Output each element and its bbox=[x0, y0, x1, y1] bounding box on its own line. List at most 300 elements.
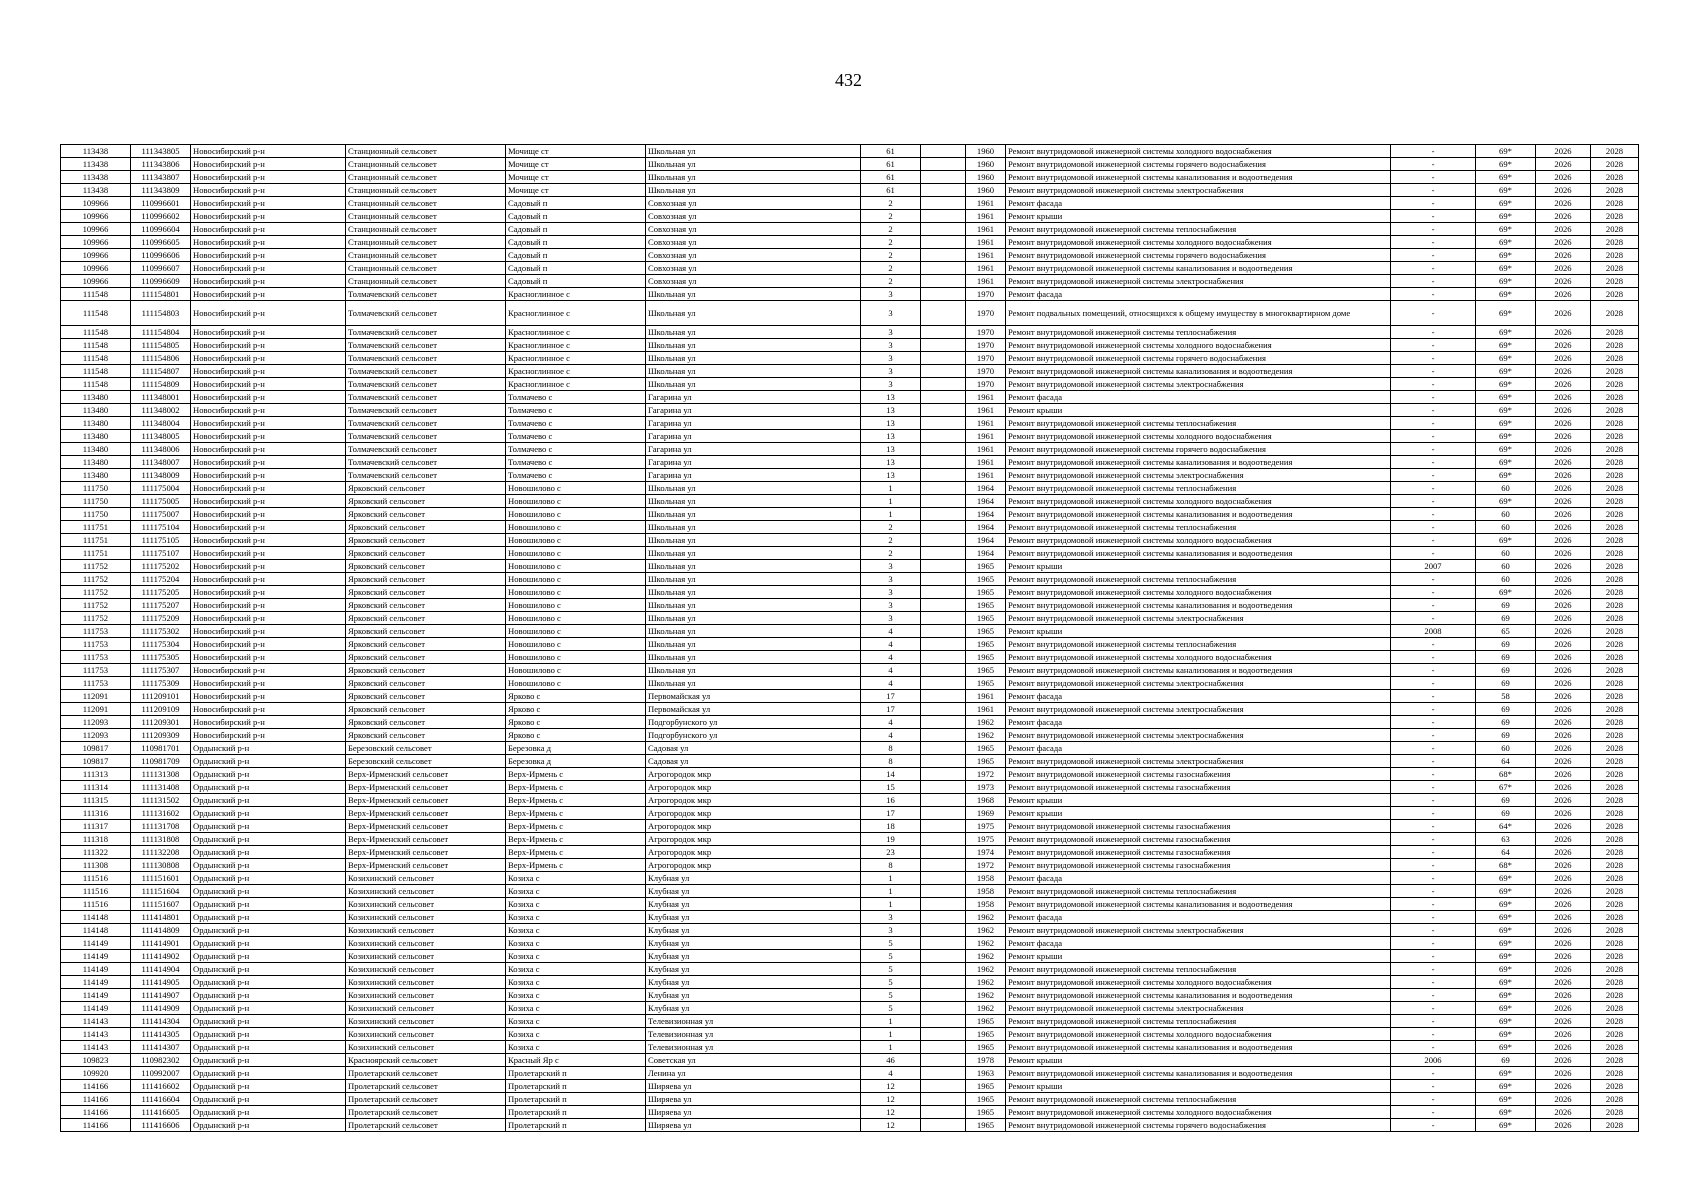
cell-plan-start-year: 2026 bbox=[1536, 833, 1591, 846]
cell-municipality: Козихинский сельсовет bbox=[346, 911, 506, 924]
cell-last-repair-year: - bbox=[1391, 378, 1476, 391]
cell-year-built: 1965 bbox=[966, 664, 1006, 677]
cell-plan-start-year: 2026 bbox=[1536, 573, 1591, 586]
cell-work-id: 111348001 bbox=[131, 391, 191, 404]
cell-settlement: Садовый п bbox=[506, 197, 646, 210]
cell-work-id: 111414909 bbox=[131, 1002, 191, 1015]
cell-last-repair-year: - bbox=[1391, 664, 1476, 677]
cell-last-repair-year: - bbox=[1391, 430, 1476, 443]
cell-last-repair-year: - bbox=[1391, 937, 1476, 950]
cell-plan-start-year: 2026 bbox=[1536, 236, 1591, 249]
cell-last-repair-year: - bbox=[1391, 1106, 1476, 1119]
cell-district: Новосибирский р-н bbox=[191, 145, 346, 158]
cell-last-repair-year: - bbox=[1391, 288, 1476, 301]
cell-settlement: Козиха с bbox=[506, 898, 646, 911]
cell-work-id: 111175007 bbox=[131, 508, 191, 521]
cell-street: Школьная ул bbox=[646, 638, 861, 651]
cell-plan-start-year: 2026 bbox=[1536, 391, 1591, 404]
cell-work-type: Ремонт фасада bbox=[1006, 197, 1391, 210]
cell-plan-start-year: 2026 bbox=[1536, 950, 1591, 963]
cell-building bbox=[921, 275, 966, 288]
cell-plan-end-year: 2028 bbox=[1591, 443, 1639, 456]
cell-district: Новосибирский р-н bbox=[191, 430, 346, 443]
cell-building bbox=[921, 807, 966, 820]
cell-plan-end-year: 2028 bbox=[1591, 677, 1639, 690]
cell-work-type: Ремонт внутридомовой инженерной системы теплоснабжения bbox=[1006, 638, 1391, 651]
cell-work-id: 111175207 bbox=[131, 599, 191, 612]
cell-settlement: Мочище ст bbox=[506, 145, 646, 158]
cell-plan-end-year: 2028 bbox=[1591, 755, 1639, 768]
cell-street: Школьная ул bbox=[646, 339, 861, 352]
cell-settlement: Березовка д bbox=[506, 755, 646, 768]
cell-year-built: 1965 bbox=[966, 638, 1006, 651]
cell-street: Совхозная ул bbox=[646, 249, 861, 262]
cell-object-id: 113480 bbox=[61, 469, 131, 482]
cell-municipality: Верх-Ирменский сельсовет bbox=[346, 820, 506, 833]
cell-year-built: 1970 bbox=[966, 365, 1006, 378]
cell-settlement: Красноглинное с bbox=[506, 352, 646, 365]
cell-work-id: 111131602 bbox=[131, 807, 191, 820]
table-row bbox=[61, 288, 1639, 301]
cell-object-id: 109966 bbox=[61, 275, 131, 288]
cell-building bbox=[921, 469, 966, 482]
cell-year-built: 1961 bbox=[966, 223, 1006, 236]
cell-district: Новосибирский р-н bbox=[191, 339, 346, 352]
cell-plan-start-year: 2026 bbox=[1536, 404, 1591, 417]
cell-object-id: 111516 bbox=[61, 872, 131, 885]
cell-plan-end-year: 2028 bbox=[1591, 145, 1639, 158]
table-row bbox=[61, 249, 1639, 262]
cell-street: Клубная ул bbox=[646, 872, 861, 885]
cell-settlement: Толмачево с bbox=[506, 443, 646, 456]
cell-settlement: Козиха с bbox=[506, 911, 646, 924]
cell-year-built: 1974 bbox=[966, 846, 1006, 859]
cell-street: Первомайская ул bbox=[646, 690, 861, 703]
cell-district: Новосибирский р-н bbox=[191, 171, 346, 184]
cell-plan-start-year: 2026 bbox=[1536, 223, 1591, 236]
cell-work-id: 111175302 bbox=[131, 625, 191, 638]
cell-house-number: 13 bbox=[861, 430, 921, 443]
cell-year-built: 1964 bbox=[966, 521, 1006, 534]
cell-district: Новосибирский р-н bbox=[191, 651, 346, 664]
table-row bbox=[61, 625, 1639, 638]
cell-object-id: 109966 bbox=[61, 223, 131, 236]
cell-work-id: 111151601 bbox=[131, 872, 191, 885]
cell-wear-percent: 67* bbox=[1476, 781, 1536, 794]
cell-plan-end-year: 2028 bbox=[1591, 326, 1639, 339]
cell-last-repair-year: - bbox=[1391, 898, 1476, 911]
cell-plan-end-year: 2028 bbox=[1591, 664, 1639, 677]
cell-building bbox=[921, 638, 966, 651]
cell-wear-percent: 69* bbox=[1476, 950, 1536, 963]
cell-plan-end-year: 2028 bbox=[1591, 742, 1639, 755]
cell-municipality: Станционный сельсовет bbox=[346, 262, 506, 275]
table-row bbox=[61, 443, 1639, 456]
cell-district: Ордынский р-н bbox=[191, 1067, 346, 1080]
cell-work-id: 111414305 bbox=[131, 1028, 191, 1041]
cell-house-number: 2 bbox=[861, 210, 921, 223]
cell-municipality: Березовский сельсовет bbox=[346, 742, 506, 755]
cell-street: Подгорбунского ул bbox=[646, 716, 861, 729]
cell-building bbox=[921, 859, 966, 872]
cell-object-id: 111752 bbox=[61, 560, 131, 573]
cell-work-id: 111154806 bbox=[131, 352, 191, 365]
cell-house-number: 3 bbox=[861, 924, 921, 937]
cell-last-repair-year: - bbox=[1391, 1080, 1476, 1093]
cell-settlement: Козиха с bbox=[506, 937, 646, 950]
table-row bbox=[61, 210, 1639, 223]
cell-plan-start-year: 2026 bbox=[1536, 145, 1591, 158]
cell-year-built: 1970 bbox=[966, 301, 1006, 326]
cell-year-built: 1958 bbox=[966, 898, 1006, 911]
cell-work-type: Ремонт крыши bbox=[1006, 950, 1391, 963]
cell-street: Клубная ул bbox=[646, 950, 861, 963]
cell-work-type: Ремонт фасада bbox=[1006, 288, 1391, 301]
cell-building bbox=[921, 989, 966, 1002]
cell-street: Садовая ул bbox=[646, 755, 861, 768]
cell-settlement: Верх-Ирмень с bbox=[506, 794, 646, 807]
cell-house-number: 1 bbox=[861, 1028, 921, 1041]
cell-work-type: Ремонт крыши bbox=[1006, 1080, 1391, 1093]
cell-object-id: 113438 bbox=[61, 145, 131, 158]
cell-plan-end-year: 2028 bbox=[1591, 599, 1639, 612]
cell-plan-start-year: 2026 bbox=[1536, 989, 1591, 1002]
cell-house-number: 3 bbox=[861, 612, 921, 625]
cell-municipality: Верх-Ирменский сельсовет bbox=[346, 768, 506, 781]
cell-work-type: Ремонт крыши bbox=[1006, 1054, 1391, 1067]
cell-work-type: Ремонт внутридомовой инженерной системы канализования и водоотведения bbox=[1006, 599, 1391, 612]
cell-municipality: Толмачевский сельсовет bbox=[346, 404, 506, 417]
cell-wear-percent: 69 bbox=[1476, 1054, 1536, 1067]
cell-wear-percent: 69 bbox=[1476, 716, 1536, 729]
cell-work-id: 111416606 bbox=[131, 1119, 191, 1132]
cell-district: Новосибирский р-н bbox=[191, 275, 346, 288]
cell-house-number: 2 bbox=[861, 534, 921, 547]
table-row bbox=[61, 430, 1639, 443]
cell-year-built: 1975 bbox=[966, 820, 1006, 833]
cell-district: Новосибирский р-н bbox=[191, 378, 346, 391]
cell-district: Новосибирский р-н bbox=[191, 573, 346, 586]
cell-plan-end-year: 2028 bbox=[1591, 586, 1639, 599]
cell-settlement: Козиха с bbox=[506, 1015, 646, 1028]
cell-object-id: 111548 bbox=[61, 339, 131, 352]
cell-wear-percent: 69* bbox=[1476, 171, 1536, 184]
cell-last-repair-year: - bbox=[1391, 586, 1476, 599]
cell-year-built: 1972 bbox=[966, 768, 1006, 781]
cell-building bbox=[921, 1093, 966, 1106]
cell-municipality: Станционный сельсовет bbox=[346, 223, 506, 236]
cell-work-type: Ремонт внутридомовой инженерной системы канализования и водоотведения bbox=[1006, 1041, 1391, 1054]
cell-house-number: 12 bbox=[861, 1119, 921, 1132]
cell-street: Ширяева ул bbox=[646, 1080, 861, 1093]
cell-work-type: Ремонт внутридомовой инженерной системы холодного водоснабжения bbox=[1006, 145, 1391, 158]
cell-wear-percent: 69* bbox=[1476, 976, 1536, 989]
cell-plan-end-year: 2028 bbox=[1591, 963, 1639, 976]
cell-building bbox=[921, 326, 966, 339]
cell-work-id: 111154807 bbox=[131, 365, 191, 378]
cell-house-number: 13 bbox=[861, 469, 921, 482]
cell-object-id: 111548 bbox=[61, 378, 131, 391]
cell-municipality: Пролетарский сельсовет bbox=[346, 1106, 506, 1119]
cell-municipality: Толмачевский сельсовет bbox=[346, 365, 506, 378]
cell-year-built: 1965 bbox=[966, 1093, 1006, 1106]
cell-last-repair-year: - bbox=[1391, 638, 1476, 651]
cell-work-type: Ремонт внутридомовой инженерной системы холодного водоснабжения bbox=[1006, 1028, 1391, 1041]
cell-plan-start-year: 2026 bbox=[1536, 547, 1591, 560]
cell-street: Школьная ул bbox=[646, 288, 861, 301]
cell-municipality: Станционный сельсовет bbox=[346, 145, 506, 158]
cell-work-id: 110996605 bbox=[131, 236, 191, 249]
cell-object-id: 111315 bbox=[61, 794, 131, 807]
cell-municipality: Ярковский сельсовет bbox=[346, 664, 506, 677]
cell-object-id: 111752 bbox=[61, 586, 131, 599]
table-row bbox=[61, 768, 1639, 781]
cell-plan-start-year: 2026 bbox=[1536, 768, 1591, 781]
cell-year-built: 1961 bbox=[966, 417, 1006, 430]
cell-district: Новосибирский р-н bbox=[191, 586, 346, 599]
cell-house-number: 14 bbox=[861, 768, 921, 781]
cell-wear-percent: 69* bbox=[1476, 301, 1536, 326]
cell-work-id: 111414801 bbox=[131, 911, 191, 924]
cell-plan-end-year: 2028 bbox=[1591, 625, 1639, 638]
cell-district: Ордынский р-н bbox=[191, 1093, 346, 1106]
cell-object-id: 111313 bbox=[61, 768, 131, 781]
cell-year-built: 1964 bbox=[966, 495, 1006, 508]
cell-house-number: 13 bbox=[861, 391, 921, 404]
cell-district: Ордынский р-н bbox=[191, 976, 346, 989]
cell-municipality: Козихинский сельсовет bbox=[346, 1015, 506, 1028]
cell-house-number: 17 bbox=[861, 690, 921, 703]
cell-plan-end-year: 2028 bbox=[1591, 223, 1639, 236]
cell-building bbox=[921, 976, 966, 989]
cell-district: Новосибирский р-н bbox=[191, 690, 346, 703]
cell-settlement: Пролетарский п bbox=[506, 1080, 646, 1093]
cell-plan-start-year: 2026 bbox=[1536, 677, 1591, 690]
cell-street: Школьная ул bbox=[646, 184, 861, 197]
cell-plan-start-year: 2026 bbox=[1536, 456, 1591, 469]
table-row bbox=[61, 560, 1639, 573]
cell-wear-percent: 69* bbox=[1476, 352, 1536, 365]
cell-municipality: Ярковский сельсовет bbox=[346, 703, 506, 716]
cell-municipality: Козихинский сельсовет bbox=[346, 1002, 506, 1015]
cell-last-repair-year: - bbox=[1391, 417, 1476, 430]
cell-plan-end-year: 2028 bbox=[1591, 521, 1639, 534]
cell-municipality: Верх-Ирменский сельсовет bbox=[346, 807, 506, 820]
cell-last-repair-year: - bbox=[1391, 223, 1476, 236]
cell-building bbox=[921, 1015, 966, 1028]
cell-settlement: Красноглинное с bbox=[506, 326, 646, 339]
cell-work-type: Ремонт крыши bbox=[1006, 625, 1391, 638]
cell-plan-start-year: 2026 bbox=[1536, 288, 1591, 301]
cell-last-repair-year: - bbox=[1391, 469, 1476, 482]
cell-year-built: 1965 bbox=[966, 677, 1006, 690]
cell-house-number: 61 bbox=[861, 171, 921, 184]
cell-district: Новосибирский р-н bbox=[191, 599, 346, 612]
cell-house-number: 5 bbox=[861, 963, 921, 976]
cell-street: Гагарина ул bbox=[646, 417, 861, 430]
cell-year-built: 1965 bbox=[966, 1106, 1006, 1119]
cell-house-number: 3 bbox=[861, 378, 921, 391]
cell-plan-end-year: 2028 bbox=[1591, 703, 1639, 716]
cell-building bbox=[921, 729, 966, 742]
cell-municipality: Станционный сельсовет bbox=[346, 249, 506, 262]
cell-district: Новосибирский р-н bbox=[191, 404, 346, 417]
cell-municipality: Верх-Ирменский сельсовет bbox=[346, 846, 506, 859]
table-row bbox=[61, 1054, 1639, 1067]
cell-district: Ордынский р-н bbox=[191, 1106, 346, 1119]
cell-plan-start-year: 2026 bbox=[1536, 495, 1591, 508]
cell-settlement: Козиха с bbox=[506, 1002, 646, 1015]
cell-building bbox=[921, 547, 966, 560]
cell-last-repair-year: - bbox=[1391, 573, 1476, 586]
cell-work-id: 111131502 bbox=[131, 794, 191, 807]
table-row bbox=[61, 1015, 1639, 1028]
table-row bbox=[61, 1119, 1639, 1132]
cell-work-type: Ремонт внутридомовой инженерной системы газоснабжения bbox=[1006, 859, 1391, 872]
cell-work-id: 111348005 bbox=[131, 430, 191, 443]
cell-municipality: Козихинский сельсовет bbox=[346, 872, 506, 885]
cell-object-id: 111750 bbox=[61, 508, 131, 521]
cell-municipality: Ярковский сельсовет bbox=[346, 534, 506, 547]
cell-plan-start-year: 2026 bbox=[1536, 171, 1591, 184]
cell-wear-percent: 69* bbox=[1476, 145, 1536, 158]
cell-house-number: 2 bbox=[861, 521, 921, 534]
cell-wear-percent: 60 bbox=[1476, 547, 1536, 560]
cell-settlement: Ярково с bbox=[506, 703, 646, 716]
cell-object-id: 111750 bbox=[61, 495, 131, 508]
cell-plan-end-year: 2028 bbox=[1591, 1093, 1639, 1106]
cell-wear-percent: 69* bbox=[1476, 1119, 1536, 1132]
cell-wear-percent: 69* bbox=[1476, 989, 1536, 1002]
table-row bbox=[61, 482, 1639, 495]
cell-last-repair-year: - bbox=[1391, 924, 1476, 937]
cell-settlement: Верх-Ирмень с bbox=[506, 833, 646, 846]
cell-plan-start-year: 2026 bbox=[1536, 898, 1591, 911]
cell-plan-start-year: 2026 bbox=[1536, 197, 1591, 210]
cell-last-repair-year: - bbox=[1391, 391, 1476, 404]
cell-building bbox=[921, 781, 966, 794]
cell-last-repair-year: 2008 bbox=[1391, 625, 1476, 638]
cell-work-id: 111348007 bbox=[131, 456, 191, 469]
cell-municipality: Станционный сельсовет bbox=[346, 236, 506, 249]
cell-wear-percent: 69* bbox=[1476, 378, 1536, 391]
cell-plan-start-year: 2026 bbox=[1536, 911, 1591, 924]
cell-plan-end-year: 2028 bbox=[1591, 729, 1639, 742]
cell-building bbox=[921, 794, 966, 807]
table-row bbox=[61, 872, 1639, 885]
cell-street: Телевизионная ул bbox=[646, 1015, 861, 1028]
cell-object-id: 109966 bbox=[61, 262, 131, 275]
cell-last-repair-year: - bbox=[1391, 963, 1476, 976]
cell-municipality: Станционный сельсовет bbox=[346, 171, 506, 184]
table-row bbox=[61, 1093, 1639, 1106]
cell-street: Клубная ул bbox=[646, 885, 861, 898]
table-row bbox=[61, 1067, 1639, 1080]
cell-house-number: 12 bbox=[861, 1080, 921, 1093]
cell-work-id: 111175204 bbox=[131, 573, 191, 586]
cell-house-number: 1 bbox=[861, 898, 921, 911]
cell-street: Советская ул bbox=[646, 1054, 861, 1067]
cell-year-built: 1961 bbox=[966, 469, 1006, 482]
cell-house-number: 23 bbox=[861, 846, 921, 859]
repair-schedule-table bbox=[60, 144, 1639, 1132]
cell-street: Школьная ул bbox=[646, 586, 861, 599]
table-row bbox=[61, 171, 1639, 184]
table-row bbox=[61, 184, 1639, 197]
cell-work-type: Ремонт внутридомовой инженерной системы холодного водоснабжения bbox=[1006, 236, 1391, 249]
table-row bbox=[61, 677, 1639, 690]
cell-street: Совхозная ул bbox=[646, 236, 861, 249]
cell-work-type: Ремонт внутридомовой инженерной системы канализования и водоотведения bbox=[1006, 898, 1391, 911]
cell-settlement: Новошилово с bbox=[506, 677, 646, 690]
cell-work-type: Ремонт внутридомовой инженерной системы холодного водоснабжения bbox=[1006, 1106, 1391, 1119]
cell-wear-percent: 69* bbox=[1476, 223, 1536, 236]
cell-house-number: 16 bbox=[861, 794, 921, 807]
cell-street: Агрогородок мкр bbox=[646, 820, 861, 833]
cell-house-number: 15 bbox=[861, 781, 921, 794]
cell-house-number: 61 bbox=[861, 184, 921, 197]
cell-house-number: 1 bbox=[861, 495, 921, 508]
cell-house-number: 3 bbox=[861, 911, 921, 924]
cell-building bbox=[921, 365, 966, 378]
cell-plan-start-year: 2026 bbox=[1536, 1119, 1591, 1132]
cell-plan-end-year: 2028 bbox=[1591, 1015, 1639, 1028]
cell-plan-start-year: 2026 bbox=[1536, 534, 1591, 547]
cell-building bbox=[921, 534, 966, 547]
cell-settlement: Новошилово с bbox=[506, 508, 646, 521]
cell-district: Ордынский р-н bbox=[191, 989, 346, 1002]
cell-wear-percent: 69 bbox=[1476, 794, 1536, 807]
cell-year-built: 1962 bbox=[966, 963, 1006, 976]
cell-house-number: 17 bbox=[861, 807, 921, 820]
cell-settlement: Козиха с bbox=[506, 1028, 646, 1041]
cell-house-number: 1 bbox=[861, 508, 921, 521]
cell-year-built: 1961 bbox=[966, 275, 1006, 288]
cell-work-type: Ремонт внутридомовой инженерной системы электроснабжения bbox=[1006, 469, 1391, 482]
cell-work-id: 111131808 bbox=[131, 833, 191, 846]
cell-last-repair-year: - bbox=[1391, 677, 1476, 690]
cell-work-id: 111343805 bbox=[131, 145, 191, 158]
cell-street: Школьная ул bbox=[646, 171, 861, 184]
cell-building bbox=[921, 197, 966, 210]
cell-wear-percent: 68* bbox=[1476, 859, 1536, 872]
cell-plan-start-year: 2026 bbox=[1536, 625, 1591, 638]
cell-object-id: 111752 bbox=[61, 573, 131, 586]
cell-last-repair-year: - bbox=[1391, 210, 1476, 223]
cell-plan-start-year: 2026 bbox=[1536, 716, 1591, 729]
cell-building bbox=[921, 443, 966, 456]
cell-work-id: 111209109 bbox=[131, 703, 191, 716]
cell-plan-start-year: 2026 bbox=[1536, 508, 1591, 521]
cell-building bbox=[921, 833, 966, 846]
cell-wear-percent: 69* bbox=[1476, 404, 1536, 417]
cell-plan-start-year: 2026 bbox=[1536, 664, 1591, 677]
cell-settlement: Мочище ст bbox=[506, 171, 646, 184]
cell-wear-percent: 69* bbox=[1476, 158, 1536, 171]
cell-wear-percent: 69* bbox=[1476, 236, 1536, 249]
cell-work-type: Ремонт внутридомовой инженерной системы теплоснабжения bbox=[1006, 1093, 1391, 1106]
cell-settlement: Новошилово с bbox=[506, 573, 646, 586]
cell-settlement: Новошилово с bbox=[506, 599, 646, 612]
cell-settlement: Новошилово с bbox=[506, 482, 646, 495]
cell-municipality: Верх-Ирменский сельсовет bbox=[346, 781, 506, 794]
cell-year-built: 1961 bbox=[966, 249, 1006, 262]
cell-house-number: 3 bbox=[861, 288, 921, 301]
cell-municipality: Пролетарский сельсовет bbox=[346, 1067, 506, 1080]
cell-wear-percent: 69* bbox=[1476, 911, 1536, 924]
cell-object-id: 111314 bbox=[61, 781, 131, 794]
cell-work-id: 111343806 bbox=[131, 158, 191, 171]
